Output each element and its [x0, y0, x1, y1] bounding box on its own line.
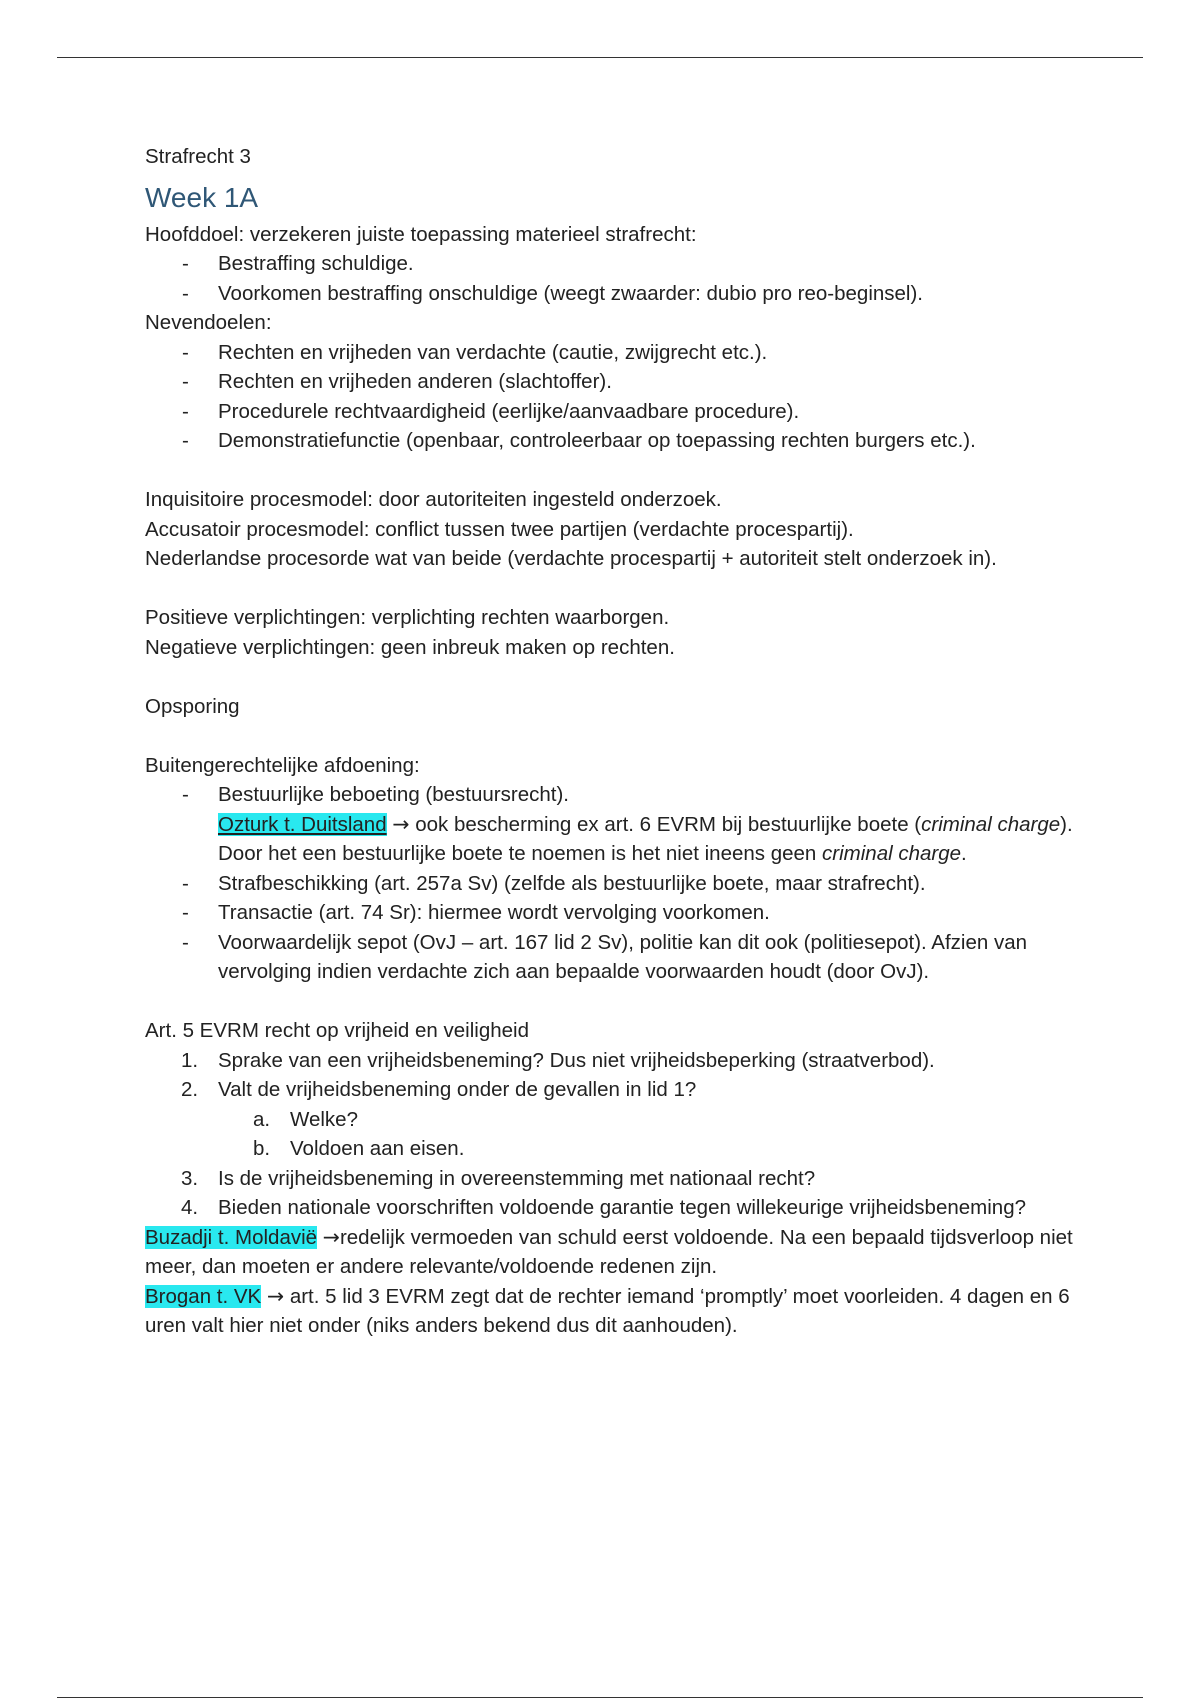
spacer [145, 987, 1085, 1017]
spacer [145, 456, 1085, 486]
bullet-marker: - [182, 281, 189, 305]
list-item: - Bestraffing schuldige. [145, 249, 1085, 279]
bottom-rule [57, 1697, 1143, 1698]
document-body [145, 142, 1085, 1341]
case-buzadji-note: Buzadji t. Moldavië →redelijk vermoeden van schuld eerst voldoende. Na een bepaald tijdsverloop niet meer, dan moeten er andere relevante/voldoende redenen zijn. [145, 1224, 1073, 1278]
verplichtingen-line: Positieve verplichtingen: verplichting rechten waarborgen. [145, 606, 670, 629]
bullet-marker: - [182, 901, 189, 924]
numbered-item: 1. Sprake van een vrijheidsbeneming? Dus niet vrijheidsbeperking (straatverbod). [145, 1046, 1085, 1076]
italic-term: criminal charge [921, 812, 1061, 836]
procesmodel-line: Nederlandse procesorde wat van beide (verdachte procespartij + autoriteit stelt onderzoek in). [145, 547, 997, 570]
list-item: - Strafbeschikking (art. 257a Sv) (zelfde als bestuurlijke boete, maar strafrecht). [145, 869, 1085, 899]
list-item: - Voorkomen bestraffing onschuldige (weegt zwaarder: dubio pro reo-beginsel). [145, 279, 1085, 309]
hoofddoel-line: Hoofddoel: verzekeren juiste toepassing materieel strafrecht: [145, 222, 697, 246]
italic-term: criminal charge [822, 842, 962, 865]
list-item: - Demonstratiefunctie (openbaar, controleerbaar op toepassing rechten burgers etc.). [145, 426, 1085, 456]
case-highlight-brogan: Brogan t. VK [145, 1284, 262, 1308]
number-marker: 2. [181, 1078, 199, 1101]
case-ozturk-note: Ozturk t. Duitsland → ook bescherming ex art. 6 EVRM bij bestuurlijke boete (criminal charge). Door het een bestuurlijke boete te noemen is het niet ineens geen criminal charge. [218, 811, 1073, 865]
case-highlight-buzadji: Buzadji t. Moldavië [145, 1225, 318, 1249]
list-item: - Voorwaardelijk sepot (OvJ – art. 167 lid 2 Sv), politie kan dit ook (politiesepot). Afzien van vervolging indien verdachte zich aan bepaalde voorwaarden houdt (door OvJ). [145, 928, 1085, 987]
arrow-right-icon: → [392, 811, 410, 836]
list-item: - Bestuurlijke beboeting (bestuursrecht). [145, 780, 1085, 810]
procesmodel-line: Inquisitoire procesmodel: door autoriteiten ingesteld onderzoek. [145, 488, 722, 511]
week-heading: Week 1A [145, 181, 259, 213]
list-item: - Rechten en vrijheden van verdachte (cautie, zwijgrecht etc.). [145, 338, 1085, 368]
numbered-item: 4. Bieden nationale voorschriften voldoende garantie tegen willekeurige vrijheidsbeneming? [145, 1193, 1085, 1223]
number-marker: 1. [181, 1048, 199, 1072]
numbered-item: 2. Valt de vrijheidsbeneming onder de gevallen in lid 1? [145, 1075, 1085, 1105]
bullet-marker: - [182, 783, 189, 806]
afdoening-label: Buitengerechtelijke afdoening: [145, 753, 420, 777]
spacer [145, 574, 1085, 604]
bullet-marker: - [182, 871, 189, 895]
opsporing-label: Opsporing [145, 694, 240, 718]
bullet-marker: - [182, 399, 189, 423]
spacer [145, 721, 1085, 751]
spacer [145, 662, 1085, 692]
arrow-right-icon: → [322, 1224, 340, 1249]
verplichtingen-line: Negatieve verplichtingen: geen inbreuk maken op rechten. [145, 635, 675, 659]
procesmodel-line: Accusatoir procesmodel: conflict tussen twee partijen (verdachte procespartij). [145, 517, 854, 541]
bullet-marker: - [182, 252, 189, 275]
art5-label: Art. 5 EVRM recht op vrijheid en veiligheid [145, 1019, 529, 1042]
list-item: - Rechten en vrijheden anderen (slachtoffer). [145, 367, 1085, 397]
bullet-marker: - [182, 429, 189, 452]
list-item: - Transactie (art. 74 Sr): hiermee wordt vervolging voorkomen. [145, 898, 1085, 928]
bullet-marker: - [182, 930, 189, 954]
lettered-item: a. Welke? [145, 1105, 1085, 1135]
top-rule [57, 57, 1143, 58]
case-highlight-ozturk: Ozturk t. Duitsland [218, 812, 387, 836]
letter-marker: a. [253, 1107, 271, 1131]
doc-title: Strafrecht 3 [145, 145, 251, 168]
arrow-right-icon: → [266, 1283, 285, 1308]
case-brogan-note: Brogan t. VK → art. 5 lid 3 EVRM zegt dat de rechter iemand ‘promptly’ moet voorleiden. 4 dagen en 6 uren valt hier niet onder (niks anders bekend dus dit aanhouden). [145, 1283, 1070, 1337]
number-marker: 4. [181, 1196, 199, 1219]
list-item: - Procedurele rechtvaardigheid (eerlijke/aanvaadbare procedure). [145, 397, 1085, 427]
lettered-item: b. Voldoen aan eisen. [145, 1134, 1085, 1164]
nevendoelen-line: Nevendoelen: [145, 311, 272, 334]
numbered-item: 3. Is de vrijheidsbeneming in overeenstemming met nationaal recht? [145, 1164, 1085, 1194]
bullet-marker: - [182, 370, 189, 393]
number-marker: 3. [181, 1166, 199, 1190]
bullet-marker: - [182, 340, 189, 364]
letter-marker: b. [253, 1137, 271, 1160]
